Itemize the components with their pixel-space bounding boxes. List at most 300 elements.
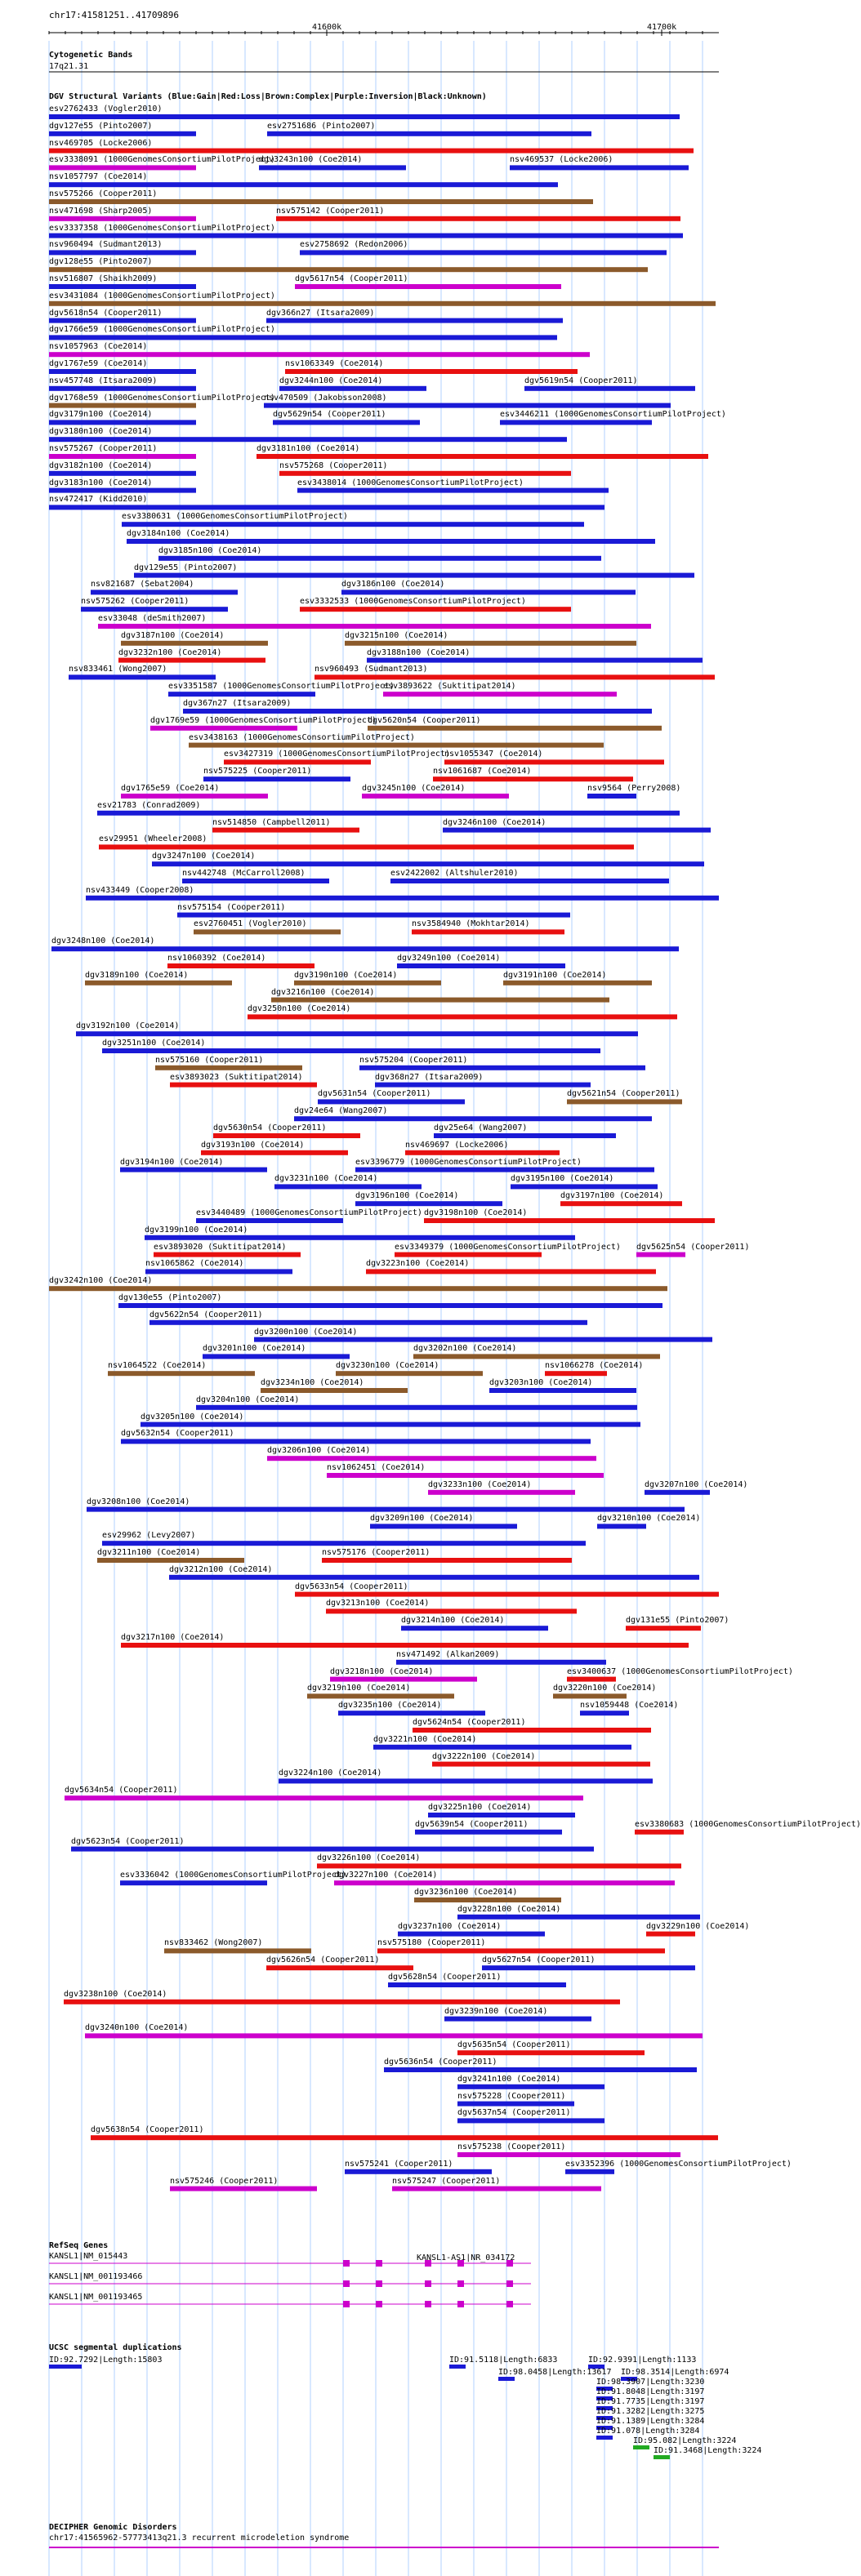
dgv-variant-label: dgv5625n54 (Cooper2011) — [636, 1242, 750, 1252]
dgv-variant-label: dgv1769e59 (1000GenomesConsortiumPilotProject) — [150, 715, 377, 725]
dgv-variant-label: esv3380683 (1000GenomesConsortiumPilotProject) — [635, 1819, 861, 1829]
dgv-variant-bar — [500, 420, 652, 425]
dgv-variant-label: dgv3186n100 (Coe2014) — [341, 580, 445, 589]
dgv-variant-label: esv3893622 (Suktitipat2014) — [383, 682, 516, 692]
dgv-variant-bar — [388, 1982, 566, 1987]
dgv-variant-label: dgv3198n100 (Coe2014) — [424, 1208, 528, 1217]
ucsc-section-title: UCSC segmental duplications — [49, 2343, 182, 2352]
dgv-variant-label: dgv5639n54 (Cooper2011) — [415, 1819, 529, 1829]
ruler-tick-label: 41700k — [647, 23, 677, 32]
dgv-variant-bar — [49, 250, 196, 255]
dgv-variant-bar — [383, 692, 617, 696]
dgv-variant-label: nsv575142 (Cooper2011) — [276, 206, 385, 216]
dgv-variant-bar — [300, 250, 667, 255]
dgv-variant-bar — [646, 1932, 695, 1937]
dgv-variant-bar — [168, 692, 315, 696]
dgv-section-title: DGV Structural Variants (Blue:Gain|Red:Loss|Brown:Complex|Purple:Inversion|Black:Unknown) — [49, 92, 487, 101]
dgv-variant-bar — [91, 589, 238, 594]
dgv-variant-label: nsv1063349 (Coe2014) — [285, 359, 384, 368]
dgv-variant-label: dgv3220n100 (Coe2014) — [553, 1684, 657, 1693]
dgv-variant-label: dgv1766e59 (1000GenomesConsortiumPilotProject) — [49, 325, 275, 335]
dgv-variant-label: dgv3214n100 (Coe2014) — [401, 1616, 505, 1626]
dgv-variant-bar — [120, 1880, 267, 1885]
dgv-variant-label: nsv575204 (Cooper2011) — [359, 1055, 468, 1065]
dgv-variant-label: nsv1055347 (Coe2014) — [444, 750, 543, 759]
dgv-variant-bar — [49, 420, 196, 425]
refseq-gene-label: KANSL1|NM_015443 — [49, 2252, 128, 2261]
dgv-variant-bar — [248, 1014, 677, 1019]
refseq-exon — [457, 2280, 464, 2287]
dgv-variant-label: dgv3205n100 (Coe2014) — [141, 1412, 244, 1421]
dgv-variant-bar — [428, 1813, 575, 1817]
dgv-variant-bar — [85, 981, 232, 985]
dgv-variant-label: nsv471698 (Sharp2005) — [49, 206, 153, 216]
dgv-variant-label: dgv3236n100 (Coe2014) — [414, 1888, 518, 1897]
dgv-variant-label: dgv3241n100 (Coe2014) — [457, 2074, 561, 2084]
dgv-variant-bar — [295, 1592, 719, 1597]
dgv-variant-bar — [49, 386, 196, 391]
dgv-variant-label: dgv3230n100 (Coe2014) — [336, 1361, 439, 1371]
dgv-variant-label: dgv1765e59 (Coe2014) — [121, 784, 220, 793]
dgv-variant-label: nsv575268 (Cooper2011) — [279, 460, 388, 470]
dgv-variant-label: nsv1065862 (Coe2014) — [145, 1259, 244, 1269]
dgv-variant-label: dgv3234n100 (Coe2014) — [261, 1378, 364, 1387]
dgv-variant-label: dgv5630n54 (Cooper2011) — [213, 1123, 327, 1132]
dgv-variant-bar — [49, 234, 683, 238]
dgv-variant-label: nsv575246 (Cooper2011) — [170, 2176, 279, 2186]
dgv-variant-label: esv2762433 (Vogler2010) — [49, 105, 163, 113]
dgv-variant-bar — [368, 726, 662, 731]
dgv-variant-label: dgv5624n54 (Cooper2011) — [413, 1718, 526, 1727]
dgv-variant-bar — [76, 1031, 638, 1036]
dgv-variant-label: esv3440489 (1000GenomesConsortiumPilotProject) — [196, 1208, 422, 1217]
dgv-variant-bar — [49, 182, 558, 187]
refseq-gene-label: KANSL1-AS1|NR_034172 — [417, 2253, 515, 2262]
dgv-variant-label: dgv367n27 (Itsara2009) — [183, 699, 292, 708]
dgv-variant-label: esv29962 (Levy2007) — [102, 1531, 196, 1541]
dgv-variant-label: nsv575266 (Cooper2011) — [49, 189, 158, 198]
dgv-variant-bar — [271, 998, 609, 1003]
dgv-variant-label: dgv3181n100 (Coe2014) — [257, 444, 360, 453]
dgv-variant-bar — [189, 743, 604, 748]
dgv-variant-bar — [102, 1048, 600, 1053]
dgv-variant-label: nsv821687 (Sebat2004) — [91, 580, 194, 589]
ucsc-dup-label: ID:91.8048|Length:3197 — [596, 2387, 705, 2396]
dgv-variant-label: nsv1060392 (Coe2014) — [167, 954, 266, 963]
dgv-variant-bar — [362, 794, 509, 799]
dgv-variant-bar — [444, 2017, 591, 2022]
dgv-variant-label: nsv469697 (Locke2006) — [405, 1140, 509, 1150]
dgv-variant-bar — [224, 759, 371, 764]
dgv-variant-bar — [91, 2135, 718, 2140]
dgv-variant-label: dgv3185n100 (Coe2014) — [158, 545, 262, 555]
decipher-section-title: DECIPHER Genomic Disorders — [49, 2523, 177, 2532]
dgv-variant-label: esv3338091 (1000GenomesConsortiumPilotProject) — [49, 155, 275, 165]
dgv-variant-label: dgv3179n100 (Coe2014) — [49, 410, 153, 420]
dgv-variant-label: dgv5622n54 (Cooper2011) — [149, 1310, 263, 1319]
dgv-variant-bar — [259, 165, 406, 170]
dgv-variant-label: dgv3197n100 (Coe2014) — [560, 1191, 664, 1201]
dgv-variant-label: dgv3239n100 (Coe2014) — [444, 2006, 548, 2016]
dgv-variant-label: dgv3217n100 (Coe2014) — [121, 1633, 225, 1642]
dgv-variant-bar — [482, 1965, 695, 1970]
dgv-variant-bar — [377, 1948, 665, 1953]
dgv-variant-label: dgv3225n100 (Coe2014) — [428, 1803, 532, 1812]
dgv-variant-label: dgv3249n100 (Coe2014) — [397, 954, 501, 963]
dgv-variant-bar — [338, 1711, 485, 1715]
dgv-variant-bar — [49, 437, 567, 442]
ucsc-dup-label: ID:98.3907|Length:3230 — [596, 2378, 705, 2387]
dgv-variant-label: nsv575228 (Cooper2011) — [457, 2091, 566, 2101]
refseq-gene-label: KANSL1|NM_001193465 — [49, 2293, 143, 2302]
dgv-variant-bar — [266, 318, 563, 323]
dgv-variant-bar — [118, 658, 265, 663]
dgv-variant-label: nsv442748 (McCarroll2008) — [182, 869, 306, 878]
dgv-variant-bar — [145, 1235, 575, 1240]
dgv-variant-label: nsv516807 (Shaikh2009) — [49, 274, 158, 283]
ucsc-dup-bar — [633, 2445, 649, 2449]
dgv-variant-bar — [49, 1286, 667, 1291]
dgv-variant-label: dgv128e55 (Pinto2007) — [49, 257, 153, 267]
dgv-variant-bar — [141, 1422, 640, 1427]
dgv-variant-label: dgv5631n54 (Cooper2011) — [318, 1089, 431, 1099]
refseq-exon — [376, 2280, 382, 2287]
dgv-variant-bar — [457, 1915, 700, 1920]
dgv-variant-bar — [432, 1762, 650, 1767]
ucsc-dup-label: ID:91.7735|Length:3197 — [596, 2397, 705, 2406]
dgv-variant-label: dgv3235n100 (Coe2014) — [338, 1701, 442, 1711]
dgv-variant-label: dgv3231n100 (Coe2014) — [274, 1174, 378, 1184]
dgv-variant-label: dgv3182n100 (Coe2014) — [49, 460, 153, 470]
dgv-variant-label: dgv5635n54 (Cooper2011) — [457, 2040, 571, 2050]
dgv-variant-label: nsv1059448 (Coe2014) — [580, 1701, 679, 1711]
dgv-variant-label: dgv3221n100 (Coe2014) — [373, 1734, 477, 1744]
dgv-variant-bar — [164, 1948, 311, 1953]
dgv-variant-bar — [49, 505, 604, 509]
dgv-variant-bar — [345, 2169, 492, 2174]
dgv-variant-label: dgv3238n100 (Coe2014) — [64, 1989, 167, 1999]
dgv-variant-bar — [626, 1626, 701, 1631]
dgv-variant-bar — [297, 488, 609, 493]
dgv-variant-bar — [267, 131, 591, 136]
refseq-exon — [425, 2280, 431, 2287]
refseq-section-title: RefSeq Genes — [49, 2241, 109, 2250]
dgv-variant-label: esv3336042 (1000GenomesConsortiumPilotProject) — [120, 1871, 346, 1880]
cyto-section-title: Cytogenetic Bands — [49, 51, 133, 60]
dgv-variant-label: dgv24e64 (Wang2007) — [294, 1106, 388, 1116]
dgv-variant-bar — [326, 1608, 577, 1613]
dgv-variant-label: nsv960494 (Sudmant2013) — [49, 240, 163, 250]
dgv-variant-bar — [134, 573, 694, 578]
dgv-variant-bar — [158, 556, 601, 561]
dgv-variant-bar — [155, 1066, 302, 1070]
cyto-band-label: 17q21.31 — [49, 62, 89, 71]
dgv-variant-label: dgv3208n100 (Coe2014) — [87, 1497, 190, 1506]
page-title: chr17:41581251..41709896 — [49, 10, 179, 20]
dgv-variant-label: esv3438014 (1000GenomesConsortiumPilotProject) — [297, 478, 524, 487]
refseq-exon — [343, 2260, 350, 2267]
dgv-variant-bar — [511, 1184, 658, 1189]
dgv-variant-bar — [71, 1847, 594, 1852]
dgv-variant-bar — [336, 1371, 483, 1376]
dgv-variant-bar — [489, 1388, 636, 1393]
dgv-variant-bar — [145, 1269, 292, 1274]
dgv-variant-bar — [390, 879, 669, 883]
dgv-variant-bar — [318, 1099, 465, 1104]
dgv-variant-bar — [49, 165, 196, 170]
dgv-variant-bar — [294, 981, 441, 985]
dgv-variant-label: dgv5623n54 (Cooper2011) — [71, 1836, 185, 1846]
dgv-variant-label: esv3352396 (1000GenomesConsortiumPilotProject) — [565, 2159, 792, 2169]
dgv-variant-bar — [414, 1898, 561, 1902]
dgv-variant-label: nsv575176 (Cooper2011) — [322, 1548, 430, 1557]
refseq-exon — [506, 2301, 513, 2307]
dgv-variant-bar — [196, 1405, 637, 1410]
dgv-variant-label: nsv472417 (Kidd2010) — [49, 495, 148, 505]
refseq-exon — [343, 2301, 350, 2307]
dgv-variant-bar — [392, 2187, 601, 2191]
dgv-variant-label: dgv3218n100 (Coe2014) — [330, 1666, 434, 1676]
dgv-variant-bar — [457, 2084, 604, 2089]
dgv-variant-label: esv3893023 (Suktitipat2014) — [170, 1072, 303, 1082]
dgv-variant-label: dgv3250n100 (Coe2014) — [248, 1004, 351, 1014]
dgv-variant-label: dgv3203n100 (Coe2014) — [489, 1378, 593, 1387]
dgv-variant-bar — [154, 1252, 301, 1257]
dgv-variant-label: dgv3246n100 (Coe2014) — [443, 817, 546, 827]
dgv-variant-label: esv3349379 (1000GenomesConsortiumPilotProject) — [395, 1242, 621, 1252]
dgv-variant-bar — [121, 1643, 689, 1648]
dgv-variant-label: esv2760451 (Vogler2010) — [194, 919, 307, 929]
dgv-variant-bar — [567, 1099, 682, 1104]
dgv-variant-label: esv2751686 (Pinto2007) — [267, 121, 376, 131]
ucsc-dup-bar — [596, 2436, 613, 2440]
dgv-variant-bar — [295, 284, 561, 289]
dgv-variant-bar — [49, 199, 593, 204]
dgv-variant-label: dgv3219n100 (Coe2014) — [307, 1684, 411, 1693]
dgv-variant-bar — [587, 794, 636, 799]
dgv-variant-label: dgv3191n100 (Coe2014) — [503, 970, 607, 980]
dgv-variant-bar — [327, 1473, 604, 1478]
dgv-variant-label: dgv3224n100 (Coe2014) — [279, 1768, 382, 1778]
dgv-variant-label: dgv3233n100 (Coe2014) — [428, 1479, 532, 1489]
dgv-variant-bar — [49, 114, 680, 119]
dgv-variant-label: esv3337358 (1000GenomesConsortiumPilotProject) — [49, 223, 275, 233]
dgv-variant-label: dgv3190n100 (Coe2014) — [294, 970, 398, 980]
dgv-variant-bar — [102, 1541, 586, 1546]
dgv-variant-label: dgv3251n100 (Coe2014) — [102, 1039, 206, 1048]
dgv-variant-label: dgv3194n100 (Coe2014) — [120, 1157, 224, 1167]
dgv-variant-bar — [300, 607, 571, 612]
refseq-exon — [376, 2301, 382, 2307]
dgv-variant-bar — [366, 1269, 656, 1274]
dgv-variant-label: nsv575238 (Cooper2011) — [457, 2142, 566, 2151]
dgv-variant-bar — [49, 369, 196, 374]
dgv-variant-label: dgv368n27 (Itsara2009) — [375, 1072, 484, 1082]
dgv-variant-label: dgv3223n100 (Coe2014) — [366, 1259, 470, 1269]
dgv-variant-bar — [266, 1965, 413, 1970]
dgv-variant-bar — [183, 709, 652, 714]
dgv-variant-label: dgv3207n100 (Coe2014) — [645, 1479, 748, 1489]
dgv-variant-label: nsv575267 (Cooper2011) — [49, 444, 158, 453]
dgv-variant-bar — [359, 1066, 645, 1070]
dgv-variant-bar — [322, 1558, 572, 1563]
dgv-variant-bar — [367, 658, 703, 663]
dgv-variant-label: dgv5638n54 (Cooper2011) — [91, 2125, 204, 2135]
dgv-variant-bar — [285, 369, 578, 374]
dgv-variant-label: esv3431084 (1000GenomesConsortiumPilotProject) — [49, 291, 275, 300]
dgv-variant-bar — [401, 1626, 548, 1631]
dgv-variant-bar — [273, 420, 420, 425]
dgv-variant-bar — [49, 403, 196, 408]
dgv-variant-bar — [397, 963, 565, 968]
ucsc-dup-label: ID:91.3282|Length:3275 — [596, 2407, 705, 2416]
ucsc-dup-bar — [449, 2365, 466, 2369]
ucsc-dup-bar — [654, 2455, 670, 2459]
dgv-variant-bar — [412, 929, 564, 934]
ucsc-dup-label: ID:91.1389|Length:3284 — [596, 2417, 705, 2426]
dgv-variant-bar — [49, 149, 694, 153]
dgv-variant-label: esv3400637 (1000GenomesConsortiumPilotProject) — [567, 1666, 793, 1676]
dgv-variant-label: dgv3206n100 (Coe2014) — [267, 1446, 371, 1456]
dgv-variant-bar — [108, 1371, 255, 1376]
dgv-variant-label: esv29951 (Wheeler2008) — [99, 834, 207, 844]
dgv-variant-bar — [203, 776, 350, 781]
dgv-variant-bar — [560, 1201, 682, 1206]
dgv-variant-bar — [87, 1507, 685, 1512]
ucsc-dup-bar — [498, 2377, 515, 2381]
dgv-variant-label: dgv5637n54 (Cooper2011) — [457, 2108, 571, 2118]
dgv-variant-label: dgv3187n100 (Coe2014) — [121, 630, 225, 640]
dgv-variant-bar — [545, 1371, 607, 1376]
dgv-variant-label: dgv3188n100 (Coe2014) — [367, 647, 471, 657]
dgv-variant-bar — [254, 1337, 712, 1342]
dgv-variant-label: dgv131e55 (Pinto2007) — [626, 1616, 729, 1626]
dgv-variant-bar — [261, 1388, 408, 1393]
dgv-variant-bar — [444, 759, 664, 764]
dgv-variant-bar — [510, 165, 689, 170]
dgv-variant-label: esv3351587 (1000GenomesConsortiumPilotProject) — [168, 682, 395, 692]
dgv-variant-label: dgv3213n100 (Coe2014) — [326, 1599, 430, 1608]
dgv-variant-bar — [341, 589, 636, 594]
dgv-variant-bar — [152, 861, 704, 866]
dgv-variant-bar — [121, 1439, 591, 1444]
dgv-variant-bar — [567, 1677, 616, 1682]
ucsc-dup-label: ID:95.082|Length:3224 — [633, 2436, 737, 2445]
dgv-variant-bar — [97, 811, 680, 816]
dgv-variant-label: nsv575262 (Cooper2011) — [81, 597, 190, 607]
dgv-variant-bar — [433, 776, 633, 781]
dgv-variant-bar — [565, 2169, 614, 2174]
dgv-variant-bar — [122, 522, 584, 527]
dgv-variant-bar — [150, 726, 297, 731]
dgv-variant-bar — [279, 471, 571, 476]
dgv-variant-bar — [51, 946, 679, 951]
dgv-variant-bar — [553, 1693, 627, 1698]
dgv-variant-label: dgv3210n100 (Coe2014) — [597, 1514, 701, 1524]
dgv-variant-label: dgv3183n100 (Coe2014) — [49, 478, 153, 487]
dgv-variant-label: esv3332533 (1000GenomesConsortiumPilotProject) — [300, 597, 526, 607]
dgv-variant-label: nsv575225 (Cooper2011) — [203, 767, 312, 776]
dgv-variant-bar — [315, 674, 715, 679]
dgv-variant-bar — [64, 2000, 620, 2004]
dgv-variant-bar — [307, 1693, 454, 1698]
dgv-variant-label: dgv127e55 (Pinto2007) — [49, 121, 153, 131]
dgv-variant-label: dgv5632n54 (Cooper2011) — [121, 1429, 234, 1439]
dgv-variant-label: nsv1057963 (Coe2014) — [49, 342, 148, 352]
dgv-variant-label: dgv5626n54 (Cooper2011) — [266, 1955, 380, 1965]
dgv-variant-bar — [396, 1660, 606, 1665]
dgv-variant-label: nsv833461 (Wong2007) — [69, 665, 167, 674]
dgv-variant-label: dgv3202n100 (Coe2014) — [413, 1344, 517, 1354]
ucsc-dup-label: ID:91.3468|Length:3224 — [654, 2446, 762, 2455]
dgv-variant-bar — [257, 454, 708, 459]
ucsc-dup-label: ID:92.9391|Length:1133 — [588, 2356, 697, 2365]
refseq-exon — [376, 2260, 382, 2267]
dgv-variant-label: esv33048 (deSmith2007) — [98, 614, 207, 623]
dgv-variant-label: nsv469537 (Locke2006) — [510, 155, 613, 165]
dgv-variant-bar — [196, 1218, 343, 1223]
dgv-variant-bar — [121, 794, 268, 799]
dgv-variant-bar — [457, 2152, 680, 2157]
dgv-variant-label: dgv3215n100 (Coe2014) — [345, 630, 448, 640]
dgv-variant-label: dgv3196n100 (Coe2014) — [355, 1191, 459, 1201]
refseq-exon — [506, 2280, 513, 2287]
dgv-variant-bar — [434, 1133, 616, 1138]
dgv-variant-label: dgv5617n54 (Cooper2011) — [295, 274, 408, 283]
dgv-variant-bar — [213, 1133, 360, 1138]
dgv-variant-bar — [182, 879, 329, 883]
dgv-variant-label: dgv3242n100 (Coe2014) — [49, 1276, 153, 1286]
dgv-variant-bar — [355, 1201, 502, 1206]
dgv-variant-bar — [276, 216, 680, 221]
dgv-variant-bar — [405, 1150, 560, 1155]
dgv-variant-label: dgv5636n54 (Cooper2011) — [384, 2058, 497, 2067]
dgv-variant-label: dgv3192n100 (Coe2014) — [76, 1021, 180, 1031]
dgv-variant-label: esv3446211 (1000GenomesConsortiumPilotProject) — [500, 410, 726, 420]
dgv-variant-bar — [457, 2050, 645, 2055]
dgv-variant-bar — [49, 454, 196, 459]
dgv-variant-bar — [355, 1168, 654, 1172]
dgv-variant-label: dgv5619n54 (Cooper2011) — [524, 376, 638, 385]
dgv-variant-bar — [330, 1677, 477, 1682]
dgv-variant-bar — [49, 471, 196, 476]
dgv-variant-label: nsv469705 (Locke2006) — [49, 138, 153, 148]
dgv-variant-label: dgv3232n100 (Coe2014) — [118, 647, 222, 657]
dgv-variant-label: esv3380631 (1000GenomesConsortiumPilotProject) — [122, 512, 348, 522]
dgv-variant-label: dgv3222n100 (Coe2014) — [432, 1751, 536, 1761]
dgv-variant-bar — [127, 539, 655, 544]
dgv-variant-bar — [580, 1711, 629, 1715]
dgv-variant-bar — [49, 318, 196, 323]
dgv-variant-bar — [118, 1303, 662, 1308]
dgv-variant-label: esv3427319 (1000GenomesConsortiumPilotProject) — [224, 750, 450, 759]
dgv-variant-bar — [212, 828, 359, 833]
dgv-variant-bar — [149, 1320, 587, 1325]
dgv-variant-label: nsv575180 (Cooper2011) — [377, 1938, 486, 1948]
dgv-variant-bar — [413, 1354, 660, 1359]
dgv-variant-label: nsv457748 (Itsara2009) — [49, 376, 158, 385]
dgv-variant-label: dgv3240n100 (Coe2014) — [85, 2023, 189, 2033]
dgv-variant-label: nsv833462 (Wong2007) — [164, 1938, 263, 1948]
dgv-variant-bar — [170, 2187, 317, 2191]
dgv-variant-label: nsv1061687 (Coe2014) — [433, 767, 532, 776]
dgv-variant-label: nsv575241 (Cooper2011) — [345, 2159, 453, 2169]
dgv-variant-label: esv2422002 (Altshuler2010) — [390, 869, 519, 878]
dgv-variant-bar — [503, 981, 652, 985]
dgv-variant-bar — [85, 2033, 703, 2038]
dgv-variant-label: nsv1064522 (Coe2014) — [108, 1361, 207, 1371]
dgv-variant-bar — [415, 1830, 562, 1835]
